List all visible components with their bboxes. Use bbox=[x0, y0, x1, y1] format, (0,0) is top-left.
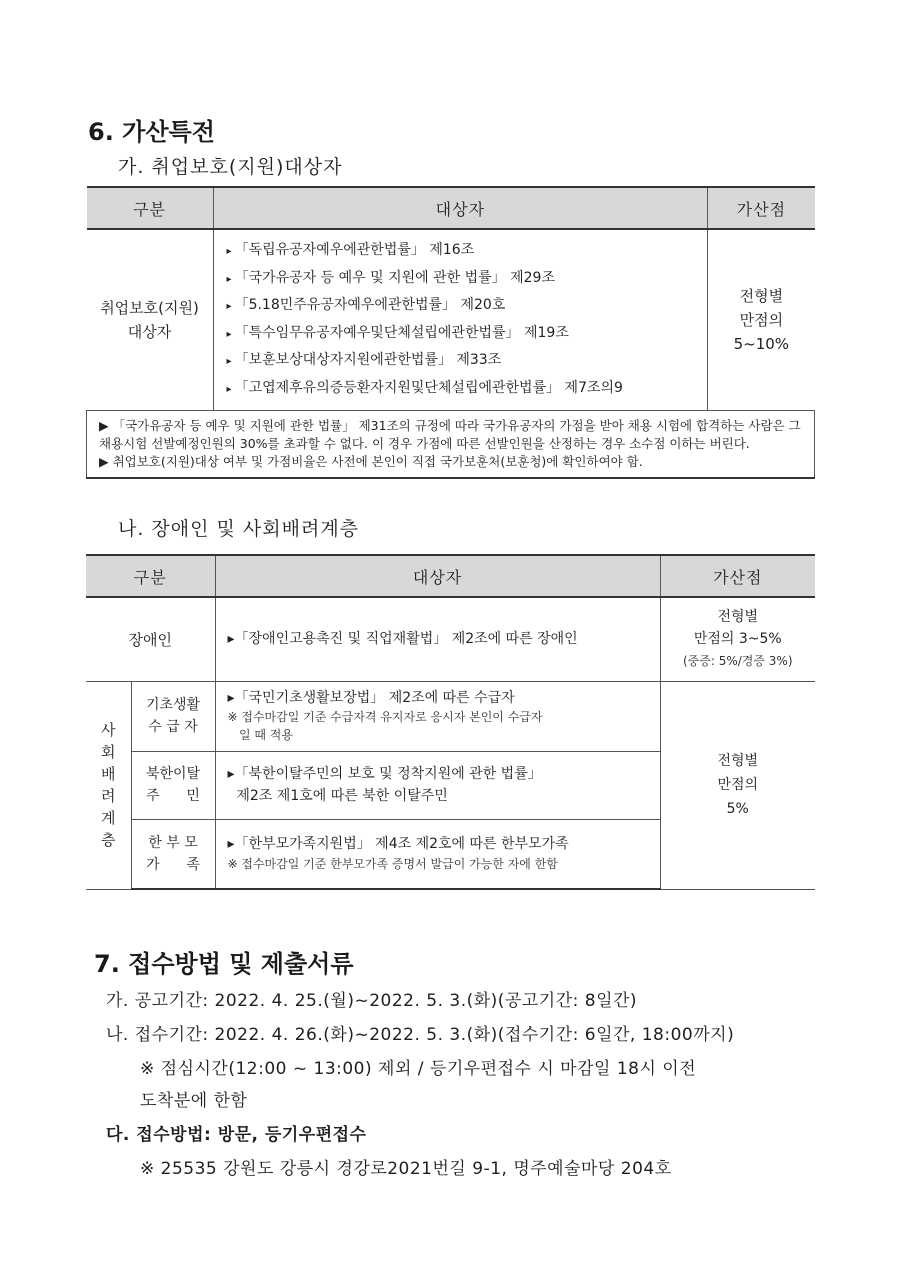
section6-sub-a: 가. 취업보호(지원)대상자 bbox=[118, 156, 343, 178]
row-label-basic-living: 기초생활 수 급 자 bbox=[131, 681, 215, 751]
target-north-korean: ▸「북한이탈주민의 보호 및 정착지원에 관한 법률」 제2조 제1호에 따른 북한 이탈주민 bbox=[215, 751, 660, 819]
table-disabled-social bbox=[86, 554, 815, 890]
note-verify: ▶ 취업보호(지원)대상 여부 및 가점비율은 사전에 본인이 직접 국가보훈처(보훈청)에 확인하여야 함. bbox=[99, 453, 643, 469]
triangle-bullet-icon: ▸ bbox=[226, 383, 232, 395]
row-label-employment: 취업보호(지원) 대상자 bbox=[87, 229, 214, 410]
header-target: 대상자 bbox=[213, 187, 708, 229]
triangle-bullet-icon: ▸ bbox=[226, 301, 232, 313]
address-note: ※ 25535 강원도 강릉시 경강로2021번길 9-1, 명주예술마당 204호 bbox=[140, 1159, 672, 1179]
triangle-bullet-icon: ▸ bbox=[226, 273, 232, 285]
header-points: 가산점 bbox=[708, 187, 815, 229]
header-points: 가산점 bbox=[660, 555, 815, 597]
header-category: 구분 bbox=[86, 555, 215, 597]
law-list-cell bbox=[213, 229, 708, 410]
announce-period: 가. 공고기간: 2022. 4. 25.(월)~2022. 5. 3.(화)(공고기간: 8일간) bbox=[106, 991, 638, 1011]
header-target: 대상자 bbox=[215, 555, 660, 597]
list-item: ▸ 「국가유공자 등 예우 및 지원에 관한 법률」 제29조 bbox=[226, 269, 555, 286]
row-label-single-parent: 한 부 모 가 족 bbox=[131, 819, 215, 889]
points-disabled-note: (중증: 5%/경증 3%) bbox=[682, 654, 793, 669]
target-disabled: ▸「장애인고용촉진 및 직업재활법」 제2조에 따른 장애인 bbox=[215, 597, 660, 681]
table-header-row bbox=[86, 555, 815, 597]
row-label-disabled: 장애인 bbox=[86, 597, 215, 681]
table-header-row bbox=[87, 187, 815, 229]
list-item: ▸ 「독립유공자예우에관한법률」 제16조 bbox=[226, 242, 475, 258]
header-category: 구분 bbox=[87, 187, 214, 229]
section6-heading: 6. 가산특전 bbox=[88, 118, 215, 146]
application-method: 다. 접수방법: 방문, 등기우편접수 bbox=[106, 1125, 367, 1145]
points-disabled: 전형별 만점의 3~5% bbox=[693, 609, 782, 648]
row-label-social: 사 회 배 려 계 층 bbox=[86, 681, 131, 889]
list-item: ▸ 「5.18민주유공자예우에관한법률」 제20호 bbox=[226, 297, 506, 314]
note-basic-living: ※ 접수마감일 기준 수급자격 유지자로 응시자 본인이 수급자 일 때 적용 bbox=[227, 710, 543, 742]
lunch-note-cont: 도착분에 한함 bbox=[140, 1091, 248, 1111]
target-single-parent: ▸「한부모가족지원법」 제4조 제2호에 따른 한부모가족 bbox=[227, 835, 569, 852]
points-social: 전형별 만점의 5% bbox=[660, 681, 815, 889]
section6-sub-b: 나. 장애인 및 사회배려계층 bbox=[118, 518, 360, 540]
table-notes-row bbox=[87, 410, 815, 478]
points-disabled-cell bbox=[660, 597, 815, 681]
table-row bbox=[86, 681, 815, 751]
notes-cell bbox=[87, 410, 815, 478]
row-label-north-korean: 북한이탈 주 민 bbox=[131, 751, 215, 819]
section7-heading: 7. 접수방법 및 제출서류 bbox=[94, 950, 354, 978]
lunch-note: ※ 점심시간(12:00 ~ 13:00) 제외 / 등기우편접수 시 마감일 18시 이전 bbox=[140, 1059, 697, 1079]
table-employment-protection bbox=[86, 186, 815, 479]
list-item: ▸ 「보훈보상대상자지원에관한법률」 제33조 bbox=[226, 352, 502, 369]
list-item: ▸ 「특수임무유공자예우및단체설립에관한법률」 제19조 bbox=[226, 324, 569, 341]
points-employment: 전형별 만점의 5~10% bbox=[708, 229, 815, 410]
target-single-parent-cell bbox=[215, 819, 660, 889]
law-list bbox=[215, 231, 707, 409]
triangle-bullet-icon: ▸ bbox=[226, 246, 232, 257]
target-basic-living-cell bbox=[215, 681, 660, 751]
table-row bbox=[86, 597, 815, 681]
list-item: ▸ 「고엽제후유의증등환자지원및단체설립에관한법률」 제7조의9 bbox=[226, 379, 623, 396]
application-period: 나. 접수기간: 2022. 4. 26.(화)~2022. 5. 3.(화)(접수기간: 6일간, 18:00까지) bbox=[106, 1025, 735, 1045]
note-quota: ▶ 「국가유공자 등 예우 및 지원에 관한 법률」 제31조의 규정에 따라 국가유공자의 가점을 받아 채용 시험에 합격하는 사람은 그 채용시험 선발예정인원의 30%를 초과할 수 없다. 이 경우 가점에 따른 선발인원을 산정하는 경우 소수점 이하는 버린다. bbox=[99, 417, 801, 451]
table-row bbox=[87, 229, 815, 410]
triangle-bullet-icon: ▸ bbox=[226, 328, 232, 340]
note-single-parent: ※ 접수마감일 기준 한부모가족 증명서 발급이 가능한 자에 한함 bbox=[227, 856, 558, 871]
triangle-bullet-icon: ▸ bbox=[226, 356, 232, 368]
target-basic-living: ▸「국민기초생활보장법」 제2조에 따른 수급자 bbox=[227, 690, 515, 706]
